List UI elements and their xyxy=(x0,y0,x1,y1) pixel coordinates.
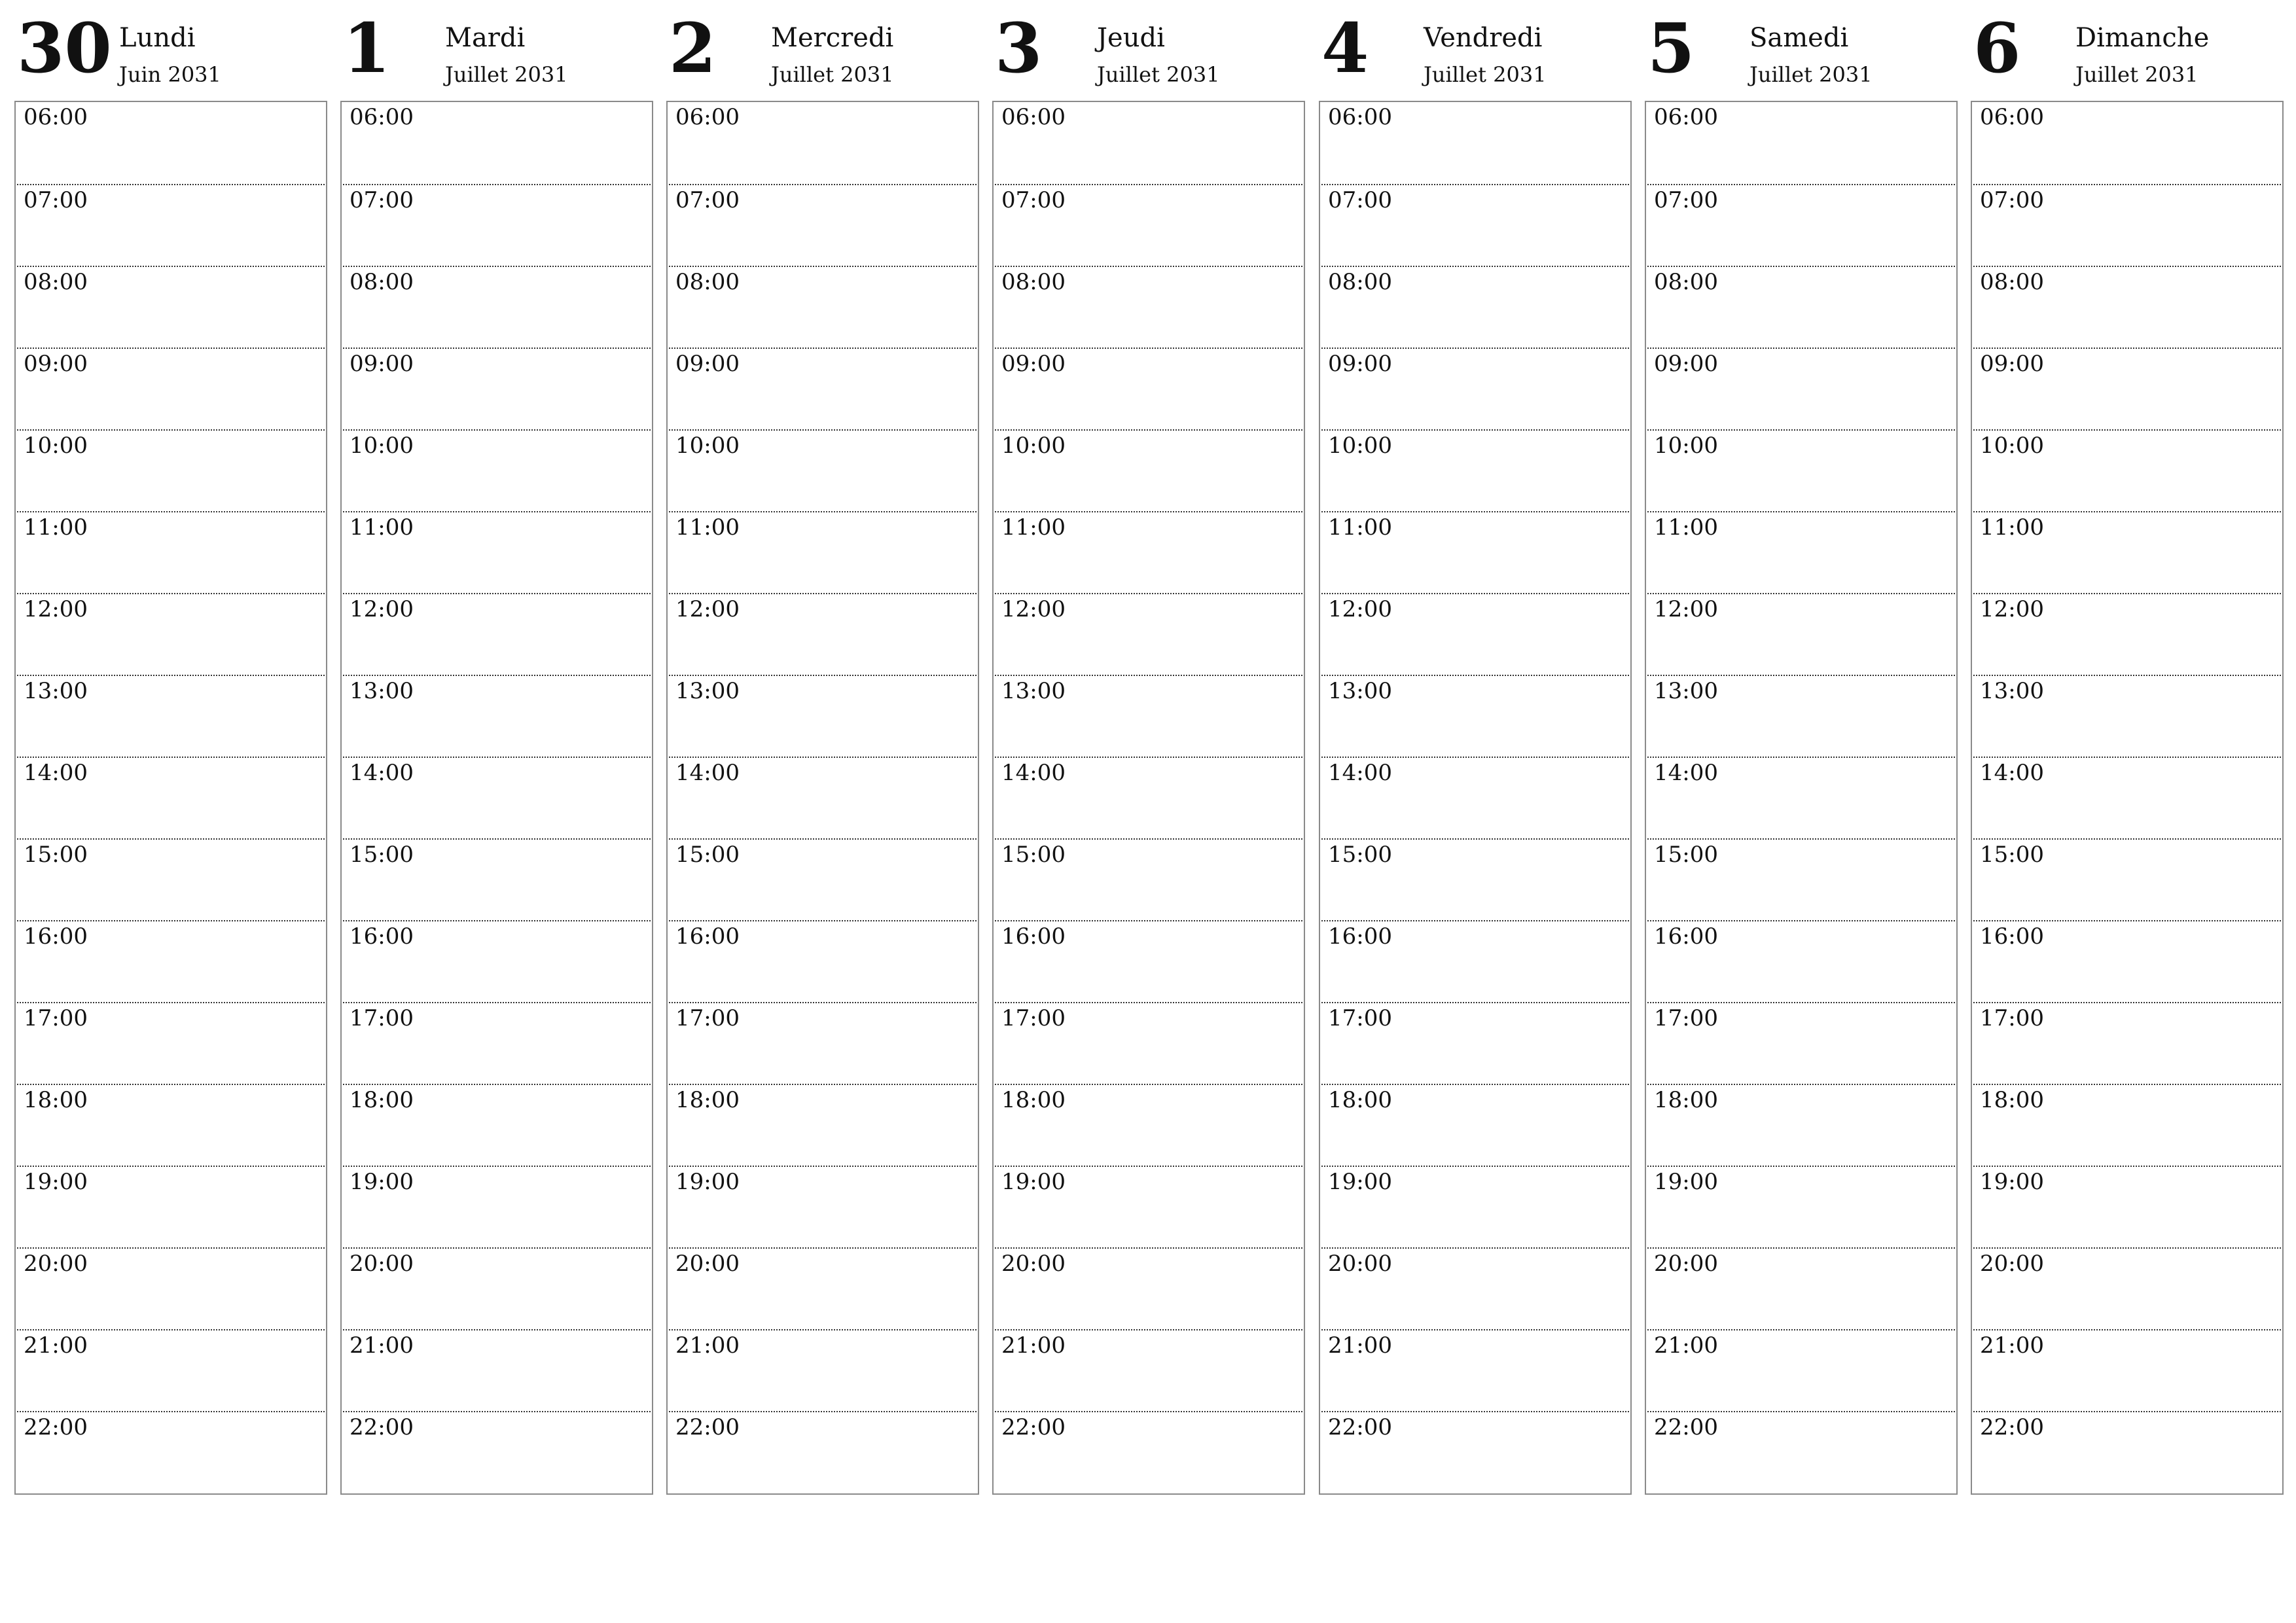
day-number: 30 xyxy=(17,8,112,88)
hour-slot[interactable] xyxy=(995,593,1302,675)
day-name: Jeudi xyxy=(1097,23,1165,53)
hour-label: 07:00 xyxy=(1980,187,2044,213)
hour-label: 08:00 xyxy=(675,269,740,295)
hour-label: 11:00 xyxy=(675,514,740,541)
hour-label: 22:00 xyxy=(675,1414,740,1440)
hour-slot[interactable] xyxy=(1973,1329,2281,1411)
hour-label: 19:00 xyxy=(1328,1169,1392,1195)
hour-label: 07:00 xyxy=(1654,187,1718,213)
hour-slot[interactable] xyxy=(1973,266,2281,348)
hour-slot[interactable] xyxy=(995,1247,1302,1329)
hour-slot[interactable] xyxy=(17,675,325,757)
day-number: 2 xyxy=(669,8,717,88)
hour-slot[interactable] xyxy=(1647,184,1955,266)
day-column xyxy=(1319,0,1632,1440)
hour-slot[interactable] xyxy=(669,838,977,920)
day-column xyxy=(1645,0,1958,1440)
hour-slot[interactable] xyxy=(1973,1084,2281,1166)
hour-slot[interactable] xyxy=(1321,920,1629,1002)
day-month-year: Juin 2031 xyxy=(119,62,221,87)
hour-slot[interactable] xyxy=(995,429,1302,511)
hour-slot[interactable] xyxy=(1973,1411,2281,1493)
hour-label: 14:00 xyxy=(675,760,740,786)
hour-slot[interactable] xyxy=(669,1002,977,1084)
hour-slot[interactable] xyxy=(995,757,1302,838)
hour-label: 09:00 xyxy=(350,351,414,377)
hour-slot[interactable] xyxy=(669,757,977,838)
hour-slot[interactable] xyxy=(1647,838,1955,920)
hour-label: 13:00 xyxy=(1328,678,1392,704)
hour-label: 22:00 xyxy=(350,1414,414,1440)
hour-slot[interactable] xyxy=(669,1166,977,1247)
hour-slot[interactable] xyxy=(995,1002,1302,1084)
hour-slot[interactable] xyxy=(343,757,651,838)
hour-slot[interactable] xyxy=(343,593,651,675)
hour-label: 14:00 xyxy=(1001,760,1066,786)
hour-label: 06:00 xyxy=(1654,104,1718,130)
hour-slot[interactable] xyxy=(17,266,325,348)
hour-label: 18:00 xyxy=(1654,1087,1718,1113)
hour-slot[interactable] xyxy=(343,1002,651,1084)
hour-label: 10:00 xyxy=(1001,433,1066,459)
hour-label: 17:00 xyxy=(1328,1005,1392,1031)
hour-label: 13:00 xyxy=(1654,678,1718,704)
hour-slot[interactable] xyxy=(1973,757,2281,838)
hour-label: 14:00 xyxy=(350,760,414,786)
hour-label: 10:00 xyxy=(1654,433,1718,459)
day-month-year: Juillet 2031 xyxy=(445,62,568,87)
hour-slot[interactable] xyxy=(17,1166,325,1247)
hour-slot[interactable] xyxy=(343,1411,651,1493)
hour-label: 12:00 xyxy=(1654,596,1718,622)
day-name: Vendredi xyxy=(1424,23,1543,53)
hour-label: 11:00 xyxy=(24,514,88,541)
day-number: 1 xyxy=(343,8,391,88)
hour-slot[interactable] xyxy=(17,102,325,184)
day-month-year: Juillet 2031 xyxy=(1749,62,1873,87)
hour-label: 08:00 xyxy=(1654,269,1718,295)
hour-slot[interactable] xyxy=(995,838,1302,920)
hour-slot[interactable] xyxy=(343,184,651,266)
hour-label: 18:00 xyxy=(1980,1087,2044,1113)
hour-label: 11:00 xyxy=(1654,514,1718,541)
hour-slot[interactable] xyxy=(17,348,325,429)
hour-slot[interactable] xyxy=(1647,920,1955,1002)
hour-slot[interactable] xyxy=(1321,1084,1629,1166)
hour-label: 06:00 xyxy=(675,104,740,130)
hour-label: 19:00 xyxy=(24,1169,88,1195)
hour-label: 15:00 xyxy=(1328,842,1392,868)
hour-slot[interactable] xyxy=(669,1329,977,1411)
hour-label: 21:00 xyxy=(1980,1332,2044,1359)
hour-label: 11:00 xyxy=(1980,514,2044,541)
hour-slot[interactable] xyxy=(995,511,1302,593)
hour-slot[interactable] xyxy=(1973,920,2281,1002)
hour-slot[interactable] xyxy=(17,1002,325,1084)
hour-label: 12:00 xyxy=(350,596,414,622)
day-header xyxy=(1645,0,1958,101)
hour-slot[interactable] xyxy=(1321,593,1629,675)
hour-label: 17:00 xyxy=(1980,1005,2044,1031)
hour-slot[interactable] xyxy=(1321,511,1629,593)
hour-slot[interactable] xyxy=(1973,429,2281,511)
hour-label: 11:00 xyxy=(1328,514,1392,541)
hour-label: 08:00 xyxy=(24,269,88,295)
hour-label: 06:00 xyxy=(350,104,414,130)
hour-label: 15:00 xyxy=(1980,842,2044,868)
hour-label: 14:00 xyxy=(24,760,88,786)
day-name: Mercredi xyxy=(771,23,894,53)
day-schedule-box[interactable] xyxy=(1971,101,2284,1495)
hour-slot[interactable] xyxy=(1321,1002,1629,1084)
hour-slot[interactable] xyxy=(1647,266,1955,348)
hour-slot[interactable] xyxy=(17,1247,325,1329)
hour-label: 17:00 xyxy=(24,1005,88,1031)
hour-slot[interactable] xyxy=(1647,1084,1955,1166)
hour-label: 20:00 xyxy=(1980,1251,2044,1277)
hour-slot[interactable] xyxy=(995,1084,1302,1166)
day-column xyxy=(666,0,979,1440)
day-month-year: Juillet 2031 xyxy=(1424,62,1547,87)
hour-label: 18:00 xyxy=(675,1087,740,1113)
day-header xyxy=(14,0,327,101)
day-name: Dimanche xyxy=(2075,23,2210,53)
hour-label: 17:00 xyxy=(1001,1005,1066,1031)
hour-label: 18:00 xyxy=(24,1087,88,1113)
hour-slot[interactable] xyxy=(669,1247,977,1329)
day-schedule-box[interactable] xyxy=(340,101,653,1495)
hour-label: 16:00 xyxy=(1654,923,1718,950)
hour-label: 12:00 xyxy=(1001,596,1066,622)
hour-slot[interactable] xyxy=(995,184,1302,266)
hour-slot[interactable] xyxy=(1321,1247,1629,1329)
hour-slot[interactable] xyxy=(669,511,977,593)
hour-label: 15:00 xyxy=(1654,842,1718,868)
hour-slot[interactable] xyxy=(17,1084,325,1166)
hour-label: 08:00 xyxy=(1328,269,1392,295)
hour-slot[interactable] xyxy=(1321,838,1629,920)
hour-slot[interactable] xyxy=(669,348,977,429)
hour-slot[interactable] xyxy=(669,184,977,266)
hour-label: 18:00 xyxy=(350,1087,414,1113)
hour-label: 22:00 xyxy=(1328,1414,1392,1440)
day-column xyxy=(1971,0,2284,1440)
hour-slot[interactable] xyxy=(17,1329,325,1411)
hour-label: 21:00 xyxy=(1328,1332,1392,1359)
day-number: 4 xyxy=(1321,8,1369,88)
hour-label: 09:00 xyxy=(1328,351,1392,377)
hour-slot[interactable] xyxy=(17,184,325,266)
hour-label: 21:00 xyxy=(1654,1332,1718,1359)
hour-slot[interactable] xyxy=(995,1411,1302,1493)
hour-label: 14:00 xyxy=(1980,760,2044,786)
hour-label: 09:00 xyxy=(24,351,88,377)
day-schedule-box[interactable] xyxy=(666,101,979,1495)
hour-label: 16:00 xyxy=(1328,923,1392,950)
hour-label: 17:00 xyxy=(350,1005,414,1031)
hour-label: 12:00 xyxy=(1980,596,2044,622)
hour-slot[interactable] xyxy=(1647,1002,1955,1084)
hour-slot[interactable] xyxy=(669,675,977,757)
hour-label: 21:00 xyxy=(1001,1332,1066,1359)
hour-slot[interactable] xyxy=(1321,102,1629,184)
hour-slot[interactable] xyxy=(1973,1002,2281,1084)
hour-slot[interactable] xyxy=(1647,757,1955,838)
hour-label: 21:00 xyxy=(675,1332,740,1359)
hour-slot[interactable] xyxy=(669,429,977,511)
hour-slot[interactable] xyxy=(1321,1411,1629,1493)
hour-label: 10:00 xyxy=(350,433,414,459)
hour-label: 07:00 xyxy=(1001,187,1066,213)
hour-label: 19:00 xyxy=(1001,1169,1066,1195)
day-name: Lundi xyxy=(119,23,196,53)
hour-slot[interactable] xyxy=(343,920,651,1002)
hour-slot[interactable] xyxy=(1321,1166,1629,1247)
hour-label: 16:00 xyxy=(1001,923,1066,950)
hour-slot[interactable] xyxy=(1321,675,1629,757)
hour-label: 07:00 xyxy=(1328,187,1392,213)
hour-label: 10:00 xyxy=(1980,433,2044,459)
hour-label: 09:00 xyxy=(1001,351,1066,377)
hour-slot[interactable] xyxy=(1647,1166,1955,1247)
hour-label: 16:00 xyxy=(675,923,740,950)
hour-slot[interactable] xyxy=(1647,593,1955,675)
hour-slot[interactable] xyxy=(1647,511,1955,593)
hour-slot[interactable] xyxy=(1647,1411,1955,1493)
day-header xyxy=(1971,0,2284,101)
hour-label: 20:00 xyxy=(1654,1251,1718,1277)
hour-slot[interactable] xyxy=(995,920,1302,1002)
hour-label: 13:00 xyxy=(675,678,740,704)
hour-slot[interactable] xyxy=(1647,348,1955,429)
hour-slot[interactable] xyxy=(1647,102,1955,184)
hour-slot[interactable] xyxy=(669,920,977,1002)
hour-label: 13:00 xyxy=(24,678,88,704)
hour-label: 08:00 xyxy=(350,269,414,295)
hour-label: 22:00 xyxy=(1654,1414,1718,1440)
hour-label: 16:00 xyxy=(24,923,88,950)
day-month-year: Juillet 2031 xyxy=(2075,62,2198,87)
hour-label: 08:00 xyxy=(1980,269,2044,295)
day-month-year: Juillet 2031 xyxy=(771,62,894,87)
hour-label: 17:00 xyxy=(1654,1005,1718,1031)
hour-label: 14:00 xyxy=(1328,760,1392,786)
hour-label: 07:00 xyxy=(350,187,414,213)
hour-label: 16:00 xyxy=(1980,923,2044,950)
hour-label: 20:00 xyxy=(1001,1251,1066,1277)
hour-label: 15:00 xyxy=(24,842,88,868)
day-header xyxy=(1319,0,1632,101)
hour-slot[interactable] xyxy=(1321,184,1629,266)
hour-label: 22:00 xyxy=(1980,1414,2044,1440)
hour-slot[interactable] xyxy=(669,266,977,348)
hour-label: 07:00 xyxy=(24,187,88,213)
hour-slot[interactable] xyxy=(995,266,1302,348)
day-name: Samedi xyxy=(1749,23,1849,53)
hour-slot[interactable] xyxy=(1973,511,2281,593)
hour-slot[interactable] xyxy=(1973,184,2281,266)
hour-slot[interactable] xyxy=(343,511,651,593)
hour-slot[interactable] xyxy=(669,1411,977,1493)
hour-slot[interactable] xyxy=(1321,1329,1629,1411)
hour-slot[interactable] xyxy=(17,511,325,593)
hour-label: 21:00 xyxy=(24,1332,88,1359)
hour-slot[interactable] xyxy=(343,266,651,348)
hour-slot[interactable] xyxy=(1973,102,2281,184)
day-header xyxy=(666,0,979,101)
hour-slot[interactable] xyxy=(995,348,1302,429)
hour-label: 07:00 xyxy=(675,187,740,213)
hour-slot[interactable] xyxy=(1973,675,2281,757)
hour-slot[interactable] xyxy=(343,675,651,757)
hour-slot[interactable] xyxy=(1321,348,1629,429)
day-header xyxy=(340,0,653,101)
day-column xyxy=(992,0,1305,1440)
day-schedule-box[interactable] xyxy=(1645,101,1958,1495)
day-number: 6 xyxy=(1973,8,2021,88)
hour-label: 19:00 xyxy=(1654,1169,1718,1195)
hour-label: 06:00 xyxy=(1980,104,2044,130)
hour-label: 11:00 xyxy=(1001,514,1066,541)
day-schedule-box[interactable] xyxy=(1319,101,1632,1495)
hour-slot[interactable] xyxy=(1321,757,1629,838)
day-number: 5 xyxy=(1647,8,1695,88)
hour-slot[interactable] xyxy=(343,1084,651,1166)
hour-label: 22:00 xyxy=(1001,1414,1066,1440)
hour-slot[interactable] xyxy=(1321,429,1629,511)
hour-label: 22:00 xyxy=(24,1414,88,1440)
hour-label: 09:00 xyxy=(675,351,740,377)
hour-label: 15:00 xyxy=(1001,842,1066,868)
hour-slot[interactable] xyxy=(17,757,325,838)
hour-slot[interactable] xyxy=(669,102,977,184)
hour-slot[interactable] xyxy=(343,1166,651,1247)
hour-label: 06:00 xyxy=(1328,104,1392,130)
hour-label: 18:00 xyxy=(1001,1087,1066,1113)
hour-label: 13:00 xyxy=(1001,678,1066,704)
hour-slot[interactable] xyxy=(17,593,325,675)
hour-label: 20:00 xyxy=(350,1251,414,1277)
day-number: 3 xyxy=(995,8,1043,88)
hour-slot[interactable] xyxy=(17,920,325,1002)
hour-label: 06:00 xyxy=(24,104,88,130)
hour-slot[interactable] xyxy=(995,1329,1302,1411)
day-name: Mardi xyxy=(445,23,526,53)
hour-label: 20:00 xyxy=(24,1251,88,1277)
hour-label: 15:00 xyxy=(350,842,414,868)
day-column xyxy=(14,0,327,1440)
hour-label: 09:00 xyxy=(1980,351,2044,377)
hour-label: 15:00 xyxy=(675,842,740,868)
hour-slot[interactable] xyxy=(17,429,325,511)
hour-slot[interactable] xyxy=(343,348,651,429)
hour-slot[interactable] xyxy=(17,1411,325,1493)
hour-label: 21:00 xyxy=(350,1332,414,1359)
day-header xyxy=(992,0,1305,101)
hour-slot[interactable] xyxy=(1321,266,1629,348)
hour-slot[interactable] xyxy=(995,102,1302,184)
hour-slot[interactable] xyxy=(17,838,325,920)
hour-label: 17:00 xyxy=(675,1005,740,1031)
hour-label: 11:00 xyxy=(350,514,414,541)
hour-label: 09:00 xyxy=(1654,351,1718,377)
hour-slot[interactable] xyxy=(343,1329,651,1411)
hour-label: 20:00 xyxy=(675,1251,740,1277)
hour-slot[interactable] xyxy=(1973,348,2281,429)
hour-slot[interactable] xyxy=(343,838,651,920)
hour-label: 10:00 xyxy=(24,433,88,459)
hour-label: 18:00 xyxy=(1328,1087,1392,1113)
day-schedule-box[interactable] xyxy=(992,101,1305,1495)
hour-slot[interactable] xyxy=(1647,1247,1955,1329)
day-column xyxy=(340,0,653,1440)
hour-label: 13:00 xyxy=(1980,678,2044,704)
hour-label: 19:00 xyxy=(350,1169,414,1195)
hour-label: 12:00 xyxy=(1328,596,1392,622)
hour-slot[interactable] xyxy=(1973,838,2281,920)
day-month-year: Juillet 2031 xyxy=(1097,62,1220,87)
hour-label: 10:00 xyxy=(675,433,740,459)
hour-slot[interactable] xyxy=(1647,1329,1955,1411)
hour-slot[interactable] xyxy=(343,1247,651,1329)
hour-label: 06:00 xyxy=(1001,104,1066,130)
hour-slot[interactable] xyxy=(995,675,1302,757)
hour-label: 19:00 xyxy=(675,1169,740,1195)
hour-label: 08:00 xyxy=(1001,269,1066,295)
hour-label: 20:00 xyxy=(1328,1251,1392,1277)
hour-slot[interactable] xyxy=(343,102,651,184)
hour-slot[interactable] xyxy=(1647,675,1955,757)
hour-label: 19:00 xyxy=(1980,1169,2044,1195)
hour-label: 14:00 xyxy=(1654,760,1718,786)
hour-label: 13:00 xyxy=(350,678,414,704)
hour-slot[interactable] xyxy=(669,1084,977,1166)
hour-slot[interactable] xyxy=(1973,593,2281,675)
hour-slot[interactable] xyxy=(1647,429,1955,511)
hour-slot[interactable] xyxy=(1973,1247,2281,1329)
day-schedule-box[interactable] xyxy=(14,101,327,1495)
hour-label: 10:00 xyxy=(1328,433,1392,459)
hour-slot[interactable] xyxy=(995,1166,1302,1247)
hour-label: 16:00 xyxy=(350,923,414,950)
hour-slot[interactable] xyxy=(343,429,651,511)
hour-slot[interactable] xyxy=(669,593,977,675)
hour-label: 12:00 xyxy=(24,596,88,622)
hour-slot[interactable] xyxy=(1973,1166,2281,1247)
hour-label: 12:00 xyxy=(675,596,740,622)
